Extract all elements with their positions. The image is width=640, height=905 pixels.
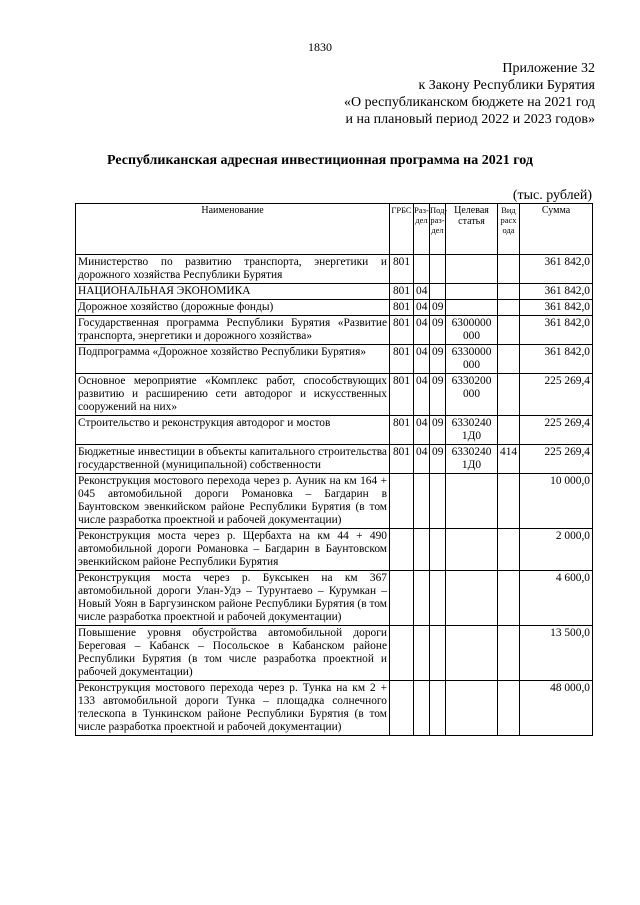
cell-razdel xyxy=(414,681,430,736)
cell-expense-type xyxy=(498,284,520,300)
cell-grbs xyxy=(390,626,414,681)
cell-grbs xyxy=(390,474,414,529)
cell-podrazdel: 09 xyxy=(430,300,446,316)
cell-podrazdel: 09 xyxy=(430,445,446,474)
cell-target-article xyxy=(446,571,498,626)
cell-target-article: 6300000 000 xyxy=(446,316,498,345)
appendix-line-3: «О республиканском бюджете на 2021 год xyxy=(344,95,595,110)
cell-podrazdel: 09 xyxy=(430,374,446,416)
cell-name: Дорожное хозяйство (дорожные фонды) xyxy=(76,300,390,316)
cell-sum: 2 000,0 xyxy=(520,529,593,571)
cell-expense-type xyxy=(498,529,520,571)
cell-expense-type xyxy=(498,416,520,445)
appendix-note xyxy=(344,60,595,128)
cell-grbs xyxy=(390,529,414,571)
cell-podrazdel: 09 xyxy=(430,316,446,345)
cell-expense-type: 414 xyxy=(498,445,520,474)
cell-target-article: 6330200 000 xyxy=(446,374,498,416)
cell-name: Реконструкция мостового перехода через р. Тунка на км 2 + 133 автомобильной дороги Тунка – площадка солнечного телескопа в Тункинском районе Республики Бурятия (в том числе разработка проектной и рабочей документации) xyxy=(76,681,390,736)
cell-expense-type xyxy=(498,300,520,316)
header-target-article: Целевая статья xyxy=(446,204,498,255)
appendix-line-2: к Закону Республики Бурятия xyxy=(418,78,595,93)
cell-name: Реконструкция мостового перехода через р. Ауник на км 164 + 045 автомобильной дороги Романовка – Багдарин в Баунтовском эвенкийском районе Республики Бурятия (в том числе разработка проектной и рабочей документации) xyxy=(76,474,390,529)
header-razdel: Раз-дел xyxy=(414,204,430,255)
cell-podrazdel xyxy=(430,529,446,571)
cell-podrazdel xyxy=(430,474,446,529)
cell-target-article xyxy=(446,681,498,736)
document-title: Республиканская адресная инвестиционная программа на 2021 год xyxy=(107,153,533,168)
cell-razdel xyxy=(414,529,430,571)
cell-sum: 361 842,0 xyxy=(520,316,593,345)
page-number: 1830 xyxy=(308,40,332,54)
header-name: Наименование xyxy=(76,204,390,255)
cell-grbs: 801 xyxy=(390,416,414,445)
cell-grbs: 801 xyxy=(390,445,414,474)
cell-target-article xyxy=(446,529,498,571)
cell-razdel: 04 xyxy=(414,445,430,474)
cell-target-article: 6330240 1Д0 xyxy=(446,445,498,474)
appendix-line-4: и на плановый период 2022 и 2023 годов» xyxy=(345,112,595,127)
cell-grbs xyxy=(390,571,414,626)
cell-name: НАЦИОНАЛЬНАЯ ЭКОНОМИКА xyxy=(76,284,390,300)
cell-target-article xyxy=(446,300,498,316)
cell-name: Подпрограмма «Дорожное хозяйство Республики Бурятия» xyxy=(76,345,390,374)
cell-target-article xyxy=(446,626,498,681)
table-row xyxy=(76,529,593,571)
units-label: (тыс. рублей) xyxy=(512,188,592,203)
cell-sum: 4 600,0 xyxy=(520,571,593,626)
cell-podrazdel: 09 xyxy=(430,416,446,445)
cell-expense-type xyxy=(498,345,520,374)
cell-sum: 225 269,4 xyxy=(520,416,593,445)
table-header-row xyxy=(76,204,593,255)
table-row xyxy=(76,571,593,626)
cell-expense-type xyxy=(498,255,520,284)
table-row xyxy=(76,474,593,529)
header-podrazdel: Под-раз-дел xyxy=(430,204,446,255)
table-row xyxy=(76,416,593,445)
cell-expense-type xyxy=(498,474,520,529)
cell-expense-type xyxy=(498,681,520,736)
cell-target-article: 6330000 000 xyxy=(446,345,498,374)
cell-sum: 48 000,0 xyxy=(520,681,593,736)
cell-grbs: 801 xyxy=(390,255,414,284)
table-row xyxy=(76,255,593,284)
cell-name: Строительство и реконструкция автодорог и мостов xyxy=(76,416,390,445)
table-body xyxy=(76,255,593,736)
cell-expense-type xyxy=(498,571,520,626)
table-row xyxy=(76,626,593,681)
cell-razdel: 04 xyxy=(414,416,430,445)
cell-expense-type xyxy=(498,374,520,416)
investment-program-table xyxy=(75,203,593,736)
cell-razdel: 04 xyxy=(414,345,430,374)
cell-razdel: 04 xyxy=(414,316,430,345)
cell-name: Реконструкция моста через р. Буксыкен на км 367 автомобильной дороги Улан-Удэ – Турунтаево – Курумкан – Новый Уоян в Баргузинском районе Республики Бурятия (в том числе разработка проектной и рабочей документации) xyxy=(76,571,390,626)
cell-sum: 361 842,0 xyxy=(520,300,593,316)
cell-sum: 361 842,0 xyxy=(520,255,593,284)
cell-expense-type xyxy=(498,316,520,345)
cell-grbs: 801 xyxy=(390,374,414,416)
cell-grbs: 801 xyxy=(390,316,414,345)
cell-razdel xyxy=(414,626,430,681)
table-row xyxy=(76,681,593,736)
cell-sum: 225 269,4 xyxy=(520,374,593,416)
cell-podrazdel xyxy=(430,626,446,681)
cell-sum: 13 500,0 xyxy=(520,626,593,681)
cell-grbs xyxy=(390,681,414,736)
table-row xyxy=(76,284,593,300)
cell-razdel xyxy=(414,571,430,626)
cell-podrazdel xyxy=(430,255,446,284)
cell-name: Реконструкция моста через р. Щербахта на км 44 + 490 автомобильной дороги Романовка – Багдарин в Баунтовском эвенкийском районе Республики Бурятия xyxy=(76,529,390,571)
cell-razdel: 04 xyxy=(414,284,430,300)
cell-razdel: 04 xyxy=(414,300,430,316)
cell-razdel xyxy=(414,255,430,284)
cell-podrazdel xyxy=(430,571,446,626)
cell-sum: 361 842,0 xyxy=(520,345,593,374)
cell-name: Министерство по развитию транспорта, энергетики и дорожного хозяйства Республики Бурятия xyxy=(76,255,390,284)
cell-name: Основное мероприятие «Комплекс работ, способствующих развитию и расширению сети автодорог и искусственных сооружений на них» xyxy=(76,374,390,416)
cell-sum: 225 269,4 xyxy=(520,445,593,474)
table-row xyxy=(76,445,593,474)
header-grbs: ГРБС xyxy=(390,204,414,255)
header-sum: Сумма xyxy=(520,204,593,255)
table-row xyxy=(76,374,593,416)
cell-target-article xyxy=(446,284,498,300)
cell-podrazdel: 09 xyxy=(430,345,446,374)
cell-name: Повышение уровня обустройства автомобильной дороги Береговая – Кабанск – Посольское в Кабанском районе Республики Бурятия (в том числе разработка проектной и рабочей документации) xyxy=(76,626,390,681)
table-row xyxy=(76,316,593,345)
cell-razdel: 04 xyxy=(414,374,430,416)
cell-expense-type xyxy=(498,626,520,681)
cell-name: Бюджетные инвестиции в объекты капитального строительства государственной (муниципальной) собственности xyxy=(76,445,390,474)
header-expense-type: Вид расх ода xyxy=(498,204,520,255)
cell-razdel xyxy=(414,474,430,529)
cell-grbs: 801 xyxy=(390,345,414,374)
cell-podrazdel xyxy=(430,681,446,736)
appendix-line-1: Приложение 32 xyxy=(502,61,595,76)
cell-grbs: 801 xyxy=(390,300,414,316)
table-row xyxy=(76,345,593,374)
cell-podrazdel xyxy=(430,284,446,300)
cell-grbs: 801 xyxy=(390,284,414,300)
cell-target-article xyxy=(446,474,498,529)
cell-sum: 361 842,0 xyxy=(520,284,593,300)
cell-name: Государственная программа Республики Бурятия «Развитие транспорта, энергетики и дорожного хозяйства» xyxy=(76,316,390,345)
cell-sum: 10 000,0 xyxy=(520,474,593,529)
cell-target-article xyxy=(446,255,498,284)
table-row xyxy=(76,300,593,316)
cell-target-article: 6330240 1Д0 xyxy=(446,416,498,445)
